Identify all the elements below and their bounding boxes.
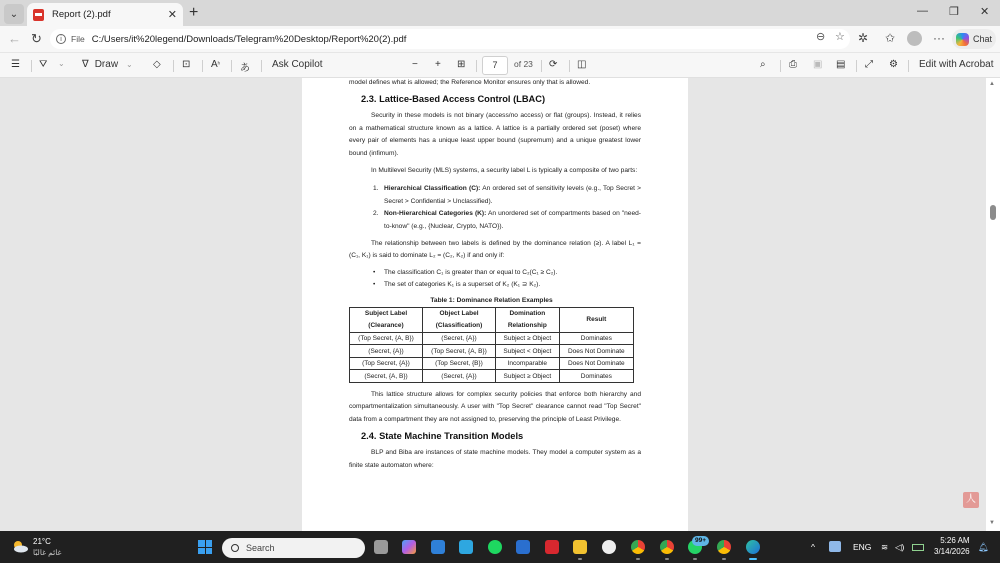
outlook-icon[interactable] xyxy=(431,540,445,554)
table-row xyxy=(350,332,634,345)
onedrive-icon[interactable] xyxy=(829,541,841,552)
minimize-button[interactable]: — xyxy=(917,5,928,17)
vertical-scrollbar[interactable] xyxy=(986,78,1000,531)
acrobat-icon[interactable]: 人 xyxy=(963,492,979,508)
chat-label: Chat xyxy=(973,34,993,44)
pdf-page xyxy=(302,78,688,531)
table-cell: Incomparable xyxy=(496,357,560,370)
mail-icon[interactable] xyxy=(516,540,530,554)
notification-bell-icon[interactable]: 🔔︎ xyxy=(978,542,989,552)
table-cell: Subject ≥ Object xyxy=(496,332,560,345)
list-text: An ordered set of sensitivity levels (e.g., Top Secret > Secret > Confidential > Unclassified). xyxy=(384,185,642,205)
search-icon xyxy=(231,544,239,552)
divider xyxy=(261,60,262,72)
translate-icon[interactable]: あ xyxy=(240,63,250,74)
table-cell: Subject ≥ Object xyxy=(496,370,560,383)
page-content xyxy=(349,78,641,472)
taskbar xyxy=(0,531,1000,563)
save-icon[interactable]: ▣ xyxy=(813,59,823,70)
list-item xyxy=(373,183,641,208)
print-icon[interactable]: ⎙ xyxy=(789,59,797,70)
paragraph: The relationship between two labels is defined by the dominance relation (≥). A label L₁ = (C₁, K₁) is said to dominate L₂ = (C₂, K₂) if and only if: xyxy=(349,240,641,260)
bullet-text: The set of categories K₁ is a superset of K₂ (K₁ ⊇ K₂). xyxy=(384,281,541,289)
ask-copilot-button[interactable]: Ask Copilot xyxy=(272,59,323,70)
show-hidden-icons-chevron-icon[interactable]: ^ xyxy=(811,542,815,552)
remote-desktop-icon[interactable] xyxy=(459,540,473,554)
chrome-profile-icon[interactable] xyxy=(660,540,674,554)
language-indicator[interactable]: ENG xyxy=(853,542,872,552)
list-number: 1. xyxy=(373,185,379,193)
task-view-icon[interactable] xyxy=(374,540,388,554)
volume-icon[interactable]: ◁) xyxy=(895,542,905,552)
paragraph: In Multilevel Security (MLS) systems, a security label L is typically a composite of two parts: xyxy=(371,167,638,175)
search-label: Search xyxy=(246,543,275,553)
info-icon[interactable]: i xyxy=(56,34,66,44)
file-explorer-icon[interactable] xyxy=(573,540,587,554)
fit-width-icon[interactable]: ⊞ xyxy=(457,59,466,70)
weather-temperature[interactable]: 21°C xyxy=(33,537,51,546)
list-term: Non-Hierarchical Categories (K): xyxy=(384,210,487,218)
address-bar-row xyxy=(0,26,1000,52)
divider xyxy=(856,60,857,72)
save-as-icon[interactable]: ▤ xyxy=(836,59,846,70)
paragraph: model defines what is allowed; the Reference Monitor ensures only that is allowed. xyxy=(349,79,591,86)
divider xyxy=(173,60,174,72)
start-windows-icon[interactable] xyxy=(198,540,212,554)
weather-cloudy-icon[interactable] xyxy=(12,539,28,553)
pdf-toolbar xyxy=(0,52,1000,78)
divider xyxy=(231,60,232,72)
table-cell: (Top Secret, {A, B}) xyxy=(423,345,496,358)
list-item: • The set of categories K₁ is a superset of K₂ (K₁ ⊇ K₂). xyxy=(373,279,641,291)
dominance-table xyxy=(349,307,634,383)
paragraph: This lattice structure allows for complex security policies that enforce both hierarchy and compartmentalization simultaneously. A user with "Top Secret" clearance cannot read "Top Secret" data from a compartment they are not assigned to, preserving the principle of Least Privilege. xyxy=(349,391,641,423)
copilot-chat-button[interactable] xyxy=(952,29,996,49)
rotate-icon[interactable]: ⟳ xyxy=(549,59,558,70)
tab-report-pdf[interactable] xyxy=(27,3,183,26)
list-item xyxy=(373,208,641,233)
list-term: Hierarchical Classification (C): xyxy=(384,185,481,193)
table-row xyxy=(350,345,634,358)
zoom-out-button[interactable]: − xyxy=(412,59,418,70)
whatsapp-unread-badge: 99+ xyxy=(692,536,709,546)
ordered-list xyxy=(373,183,641,233)
table-caption: Table 1: Dominance Relation Examples xyxy=(430,296,553,304)
draw-dropdown-icon: ⌄ xyxy=(126,60,133,69)
find-search-icon[interactable]: ⌕ xyxy=(760,59,766,70)
scroll-up-arrow-icon[interactable]: ▲ xyxy=(989,81,995,87)
taskbar-search[interactable] xyxy=(222,538,365,558)
tab-title: Report (2).pdf xyxy=(52,9,111,20)
zoom-in-button[interactable]: + xyxy=(435,59,441,70)
url-text[interactable]: C:/Users/it%20legend/Downloads/Telegram%20Desktop/Report%20(2).pdf xyxy=(91,33,407,45)
clock[interactable] xyxy=(934,535,970,557)
table-cell: (Secret, {A}) xyxy=(423,370,496,383)
restore-button[interactable]: ❐ xyxy=(949,6,959,18)
chevron-down-icon: ⌄ xyxy=(9,8,19,20)
tab-strip xyxy=(0,0,1000,26)
chrome-profile-a-icon[interactable] xyxy=(717,540,731,554)
edge-icon[interactable] xyxy=(746,540,760,554)
extensions-icon[interactable]: ✲ xyxy=(858,31,869,45)
table-cell: (Secret, {A}) xyxy=(350,345,423,358)
eraser-icon[interactable]: ◇ xyxy=(153,59,161,70)
table-cell: (Top Secret, {A, B}) xyxy=(350,332,423,345)
list-number: 2. xyxy=(373,210,379,218)
scroll-thumb[interactable] xyxy=(990,205,996,220)
divider xyxy=(476,60,477,72)
page-view-icon[interactable]: ◫ xyxy=(577,59,587,70)
contents-list-icon[interactable]: ☰ xyxy=(11,59,20,70)
table-cell: Does Not Dominate xyxy=(559,345,633,358)
pdf-viewer xyxy=(0,78,1000,531)
tab-actions-button[interactable] xyxy=(4,4,24,24)
column-header: Object Label (Classification) xyxy=(423,307,496,332)
address-input[interactable] xyxy=(50,29,850,49)
read-aloud-icon[interactable]: A ʰ xyxy=(211,59,220,70)
section-heading: 2.3. Lattice-Based Access Control (LBAC) xyxy=(361,94,546,105)
table-cell: (Secret, {A, B}) xyxy=(350,370,423,383)
close-window-button[interactable]: ✕ xyxy=(980,6,990,18)
table-row xyxy=(350,357,634,370)
table-row xyxy=(350,370,634,383)
copilot-icon xyxy=(956,33,969,46)
refresh-icon[interactable]: ↻ xyxy=(31,31,42,46)
table-cell: Does Not Dominate xyxy=(559,357,633,370)
divider xyxy=(569,60,570,72)
bullet-list xyxy=(373,267,641,292)
wifi-icon[interactable]: ≋ xyxy=(881,542,889,552)
draw-pen-icon: ∇ xyxy=(82,59,89,70)
weather-description[interactable]: غائم غالبًا xyxy=(33,548,62,557)
table-cell: (Secret, {A}) xyxy=(423,332,496,345)
divider xyxy=(908,60,909,72)
highlight-icon[interactable]: ⛛ xyxy=(39,59,48,70)
table-cell: Dominates xyxy=(559,370,633,383)
divider xyxy=(541,60,542,72)
wps-office-icon[interactable] xyxy=(545,540,559,554)
page-total-label: of 23 xyxy=(514,59,533,69)
draw-label: Draw xyxy=(94,59,119,70)
table-cell: Subject < Object xyxy=(496,345,560,358)
column-header: Domination Relationship xyxy=(496,307,560,332)
fullscreen-icon[interactable]: ⤢ xyxy=(865,59,873,70)
divider xyxy=(780,60,781,72)
settings-gear-icon[interactable]: ⚙ xyxy=(889,59,898,70)
section-heading: 2.4. State Machine Transition Models xyxy=(361,431,524,442)
copilot-app-icon[interactable] xyxy=(402,540,416,554)
page-number-input[interactable]: 7 xyxy=(482,56,508,75)
slack-icon[interactable] xyxy=(602,540,616,554)
favorites-icon[interactable]: ✩ xyxy=(885,31,896,45)
pdf-file-icon xyxy=(33,9,44,21)
paragraph: BLP and Biba are instances of state machine models. They model a computer system as a finite state automaton where: xyxy=(349,449,641,469)
table-cell: (Top Secret, {A}) xyxy=(350,357,423,370)
list-item: • The classification C₁ is greater than or equal to C₂(C₁ ≥ C₂). xyxy=(373,267,641,279)
edit-with-acrobat-button[interactable]: Edit with Acrobat xyxy=(919,59,994,70)
table-cell: (Top Secret, {B}) xyxy=(423,357,496,370)
column-header: Result xyxy=(559,307,633,332)
profile-avatar[interactable] xyxy=(907,31,922,46)
scroll-down-arrow-icon[interactable]: ▼ xyxy=(989,520,995,526)
text-box-icon[interactable]: ⊡ xyxy=(182,59,191,70)
highlight-dropdown-icon[interactable]: ⌄ xyxy=(58,59,65,68)
list-text: An unordered set of compartments based on "need-to-know" (e.g., {Nuclear, Crypto, NATO}). xyxy=(384,210,642,230)
tab-close-icon[interactable]: ✕ xyxy=(167,9,177,21)
back-arrow-icon[interactable]: ← xyxy=(8,31,21,46)
favorite-star-icon[interactable]: ☆ xyxy=(835,31,845,43)
clock-time: 5:26 AM xyxy=(940,536,970,545)
chrome-icon[interactable] xyxy=(631,540,645,554)
zoom-out-indicator-icon[interactable]: ⊖ xyxy=(816,31,826,43)
more-menu-icon[interactable]: ··· xyxy=(933,31,945,45)
new-tab-button[interactable]: + xyxy=(189,4,199,21)
column-header: Subject Label (Clearance) xyxy=(350,307,423,332)
paragraph: Security in these models is not binary (access/no access) or flat (groups). Instead, it relies on a mathematical structure known as a lattice. A lattice is a partially ordered set (poset) where every pair of elements has a unique least upper bound (supremum) and a unique greatest lower bound (infimum). xyxy=(349,112,641,157)
divider xyxy=(31,60,32,72)
divider xyxy=(202,60,203,72)
battery-icon[interactable] xyxy=(912,544,924,551)
table-cell: Dominates xyxy=(559,332,633,345)
clock-date: 3/14/2026 xyxy=(934,547,970,556)
url-scheme-label: File xyxy=(71,34,85,44)
bullet-text: The classification C₁ is greater than or equal to C₂(C₁ ≥ C₂). xyxy=(384,268,558,276)
draw-button[interactable] xyxy=(82,59,133,70)
spotify-icon[interactable] xyxy=(488,540,502,554)
table-header-row xyxy=(350,307,634,332)
